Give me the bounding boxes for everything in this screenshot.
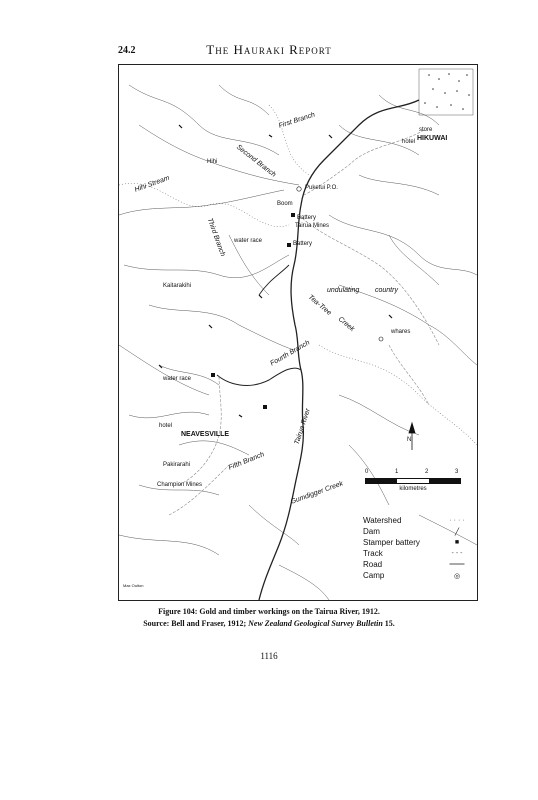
battery-label-2: Battery [293,241,313,247]
track-dashed-line-icon: - - - [451,550,463,557]
legend-label-road: Road [363,560,383,569]
legend-row-watershed [363,515,468,526]
map-legend [363,515,468,581]
scale-unit: kilometres [399,486,427,492]
caption-line-2 [0,618,538,630]
caption-source-title: New Zealand Geological Survey Bulletin [248,619,383,628]
fourth-branch-label: Fourth Branch [269,339,312,368]
scale-tick-2: 2 [425,469,429,475]
camp-circle-icon: ◎ [453,572,461,580]
pakirarahi-label: Pakirarahi [163,462,191,468]
water-race-label-1: water race [234,238,263,244]
tairua-river-label: Tairua River [293,407,312,446]
hihi-label: Hihi [207,159,218,165]
third-branch-label: Third Branch [205,217,226,258]
water-race-label-2: water race [163,376,192,382]
page-number: 24.2 [118,45,136,56]
legend-label-stamper-battery: Stamper battery [363,538,420,547]
creek-label: Creek [336,315,356,334]
whares-label: whares [391,329,411,335]
scale-tick-1: 1 [395,469,399,475]
watershed-dotted-line-icon: · · · · [449,517,465,524]
hotel-label: hotel [402,139,416,145]
caption-source-suffix: 15. [382,619,395,628]
caption-source-prefix: Source: Bell and Fraser, 1912; [143,619,249,628]
tairua-mines-label: Tairua Mines [295,223,330,229]
stamper-battery-square-icon: ■ [454,539,460,546]
road-double-line-icon: ═══ [449,561,465,568]
caption-line-1: Figure 104: Gold and timber workings on the Tairua River, 1912. [158,607,380,616]
hihi-stream-label: Hihi Stream [133,174,171,194]
legend-row-road [363,559,468,570]
map-figure [118,64,478,601]
north-label: N [407,437,412,443]
kaitarakihi-label: Kaitarakihi [163,283,192,289]
legend-row-track [363,548,468,559]
cartographer-credit: Max Oulton [123,583,144,588]
hotel-neavesville-label: hotel [159,423,173,429]
boom-label: Boom [277,201,293,207]
country-label: country [375,287,398,294]
hikuwai-label: HIKUWAI [417,135,448,142]
legend-label-dam: Dam [363,527,380,536]
store-label: store [419,127,433,133]
gumdigger-creek-label: Gumdigger Creek [289,480,345,506]
legend-label-camp: Camp [363,571,385,580]
first-branch-label: First Branch [277,111,316,130]
undulating-label: undulating [327,287,360,294]
puketui-label: Puketui P.O. [305,185,338,191]
running-head: The Hauraki Report [206,42,332,57]
legend-label-watershed: Watershed [363,516,402,525]
legend-row-dam [363,526,468,537]
champion-mines-label: Champion Mines [157,482,203,488]
fifth-branch-label: Fifth Branch [227,451,266,472]
scale-bar [365,469,461,492]
second-branch-label: Second Branch [234,143,277,179]
legend-row-stamper-battery [363,537,468,548]
tea-tree-label: Tea-Tree [306,293,333,317]
neavesville-label: NEAVESVILLE [181,431,230,438]
battery-label-1: Battery [297,215,317,221]
figure-caption [0,606,538,630]
scale-tick-3: 3 [455,469,459,475]
dam-tick-mark-icon: ╱ [454,528,460,536]
legend-label-track: Track [363,549,383,558]
legend-row-camp [363,570,468,581]
scale-tick-0: 0 [365,469,369,475]
footer-page-number: 1116 [260,651,278,661]
